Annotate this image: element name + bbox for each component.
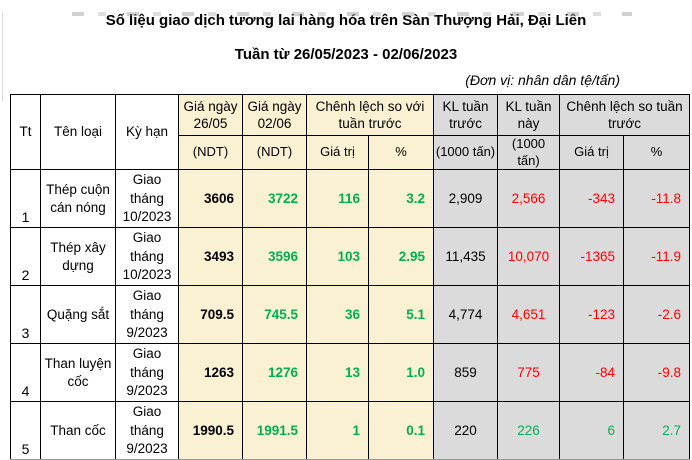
commodity-name: Thép xây dựng [41, 228, 116, 286]
col-subheader-price-prev-unit: (NDT) [179, 136, 243, 170]
contract-term: Giao tháng 9/2023 [116, 402, 179, 460]
report-week-range: Tuần từ 26/05/2023 - 02/06/2023 [234, 46, 458, 63]
col-header-volume-diff-group: Chênh lệch so tuần trước [560, 95, 690, 136]
volume-now: 10,070 [498, 228, 560, 286]
price-diff-pct: 3.2 [369, 170, 434, 228]
volume-prev: 11,435 [434, 228, 498, 286]
col-header-price-diff-group: Chênh lệch so với tuần trước [307, 95, 434, 136]
col-subheader-volume-prev-unit: (1000 tấn) [434, 136, 498, 170]
col-header-volume-now: KL tuần này [498, 95, 560, 136]
volume-diff-value: -343 [560, 170, 624, 228]
table-row [11, 286, 690, 344]
row-index: 3 [11, 286, 41, 344]
price-prev: 3493 [179, 228, 243, 286]
col-header-tt: Tt [11, 95, 41, 170]
header-row-1 [11, 95, 690, 136]
row-index: 5 [11, 402, 41, 460]
volume-diff-value: 6 [560, 402, 624, 460]
table-row [11, 402, 690, 460]
contract-term: Giao tháng 9/2023 [116, 344, 179, 402]
commodity-name: Than luyện cốc [41, 344, 116, 402]
col-subheader-volume-now-unit: (1000 tấn) [498, 136, 560, 170]
volume-diff-value: -84 [560, 344, 624, 402]
price-now: 3722 [243, 170, 307, 228]
volume-prev: 220 [434, 402, 498, 460]
contract-term: Giao tháng 10/2023 [116, 228, 179, 286]
price-diff-value: 103 [307, 228, 369, 286]
price-diff-value: 116 [307, 170, 369, 228]
table-row [11, 170, 690, 228]
price-now: 1276 [243, 344, 307, 402]
commodity-name: Thép cuộn cán nóng [41, 170, 116, 228]
row-index: 2 [11, 228, 41, 286]
unit-note: (Đơn vị: nhân dân tệ/tấn) [465, 72, 620, 88]
col-header-volume-prev: KL tuần trước [434, 95, 498, 136]
volume-diff-pct: -2.6 [624, 286, 690, 344]
volume-now: 226 [498, 402, 560, 460]
spreadsheet-gridline [2, 12, 3, 101]
volume-diff-pct: -11.8 [624, 170, 690, 228]
commodity-name: Quặng sắt [41, 286, 116, 344]
col-header-term: Kỳ hạn [116, 95, 179, 170]
price-now: 1991.5 [243, 402, 307, 460]
table-row [11, 344, 690, 402]
col-subheader-volume-diff-value: Giá trị [560, 136, 624, 170]
price-prev: 709.5 [179, 286, 243, 344]
row-index: 1 [11, 170, 41, 228]
col-header-commodity: Tên loại [41, 95, 116, 170]
price-prev: 1990.5 [179, 402, 243, 460]
price-diff-pct: 5.1 [369, 286, 434, 344]
volume-diff-value: -123 [560, 286, 624, 344]
col-subheader-price-diff-pct: % [369, 136, 434, 170]
commodity-name: Than cốc [41, 402, 116, 460]
volume-diff-value: -1365 [560, 228, 624, 286]
report-title: Số liệu giao dịch tương lai hàng hóa trên Sàn Thượng Hải, Đại Liên [105, 12, 587, 29]
volume-now: 775 [498, 344, 560, 402]
volume-prev: 2,909 [434, 170, 498, 228]
contract-term: Giao tháng 10/2023 [116, 170, 179, 228]
col-header-price-now: Giá ngày 02/06 [243, 95, 307, 136]
volume-diff-pct: -11.9 [624, 228, 690, 286]
col-subheader-price-now-unit: (NDT) [243, 136, 307, 170]
price-prev: 1263 [179, 344, 243, 402]
price-now: 745.5 [243, 286, 307, 344]
row-index: 4 [11, 344, 41, 402]
price-prev: 3606 [179, 170, 243, 228]
col-subheader-volume-diff-pct: % [624, 136, 690, 170]
cropped-text-remnant [72, 12, 632, 16]
volume-diff-pct: 2.7 [624, 402, 690, 460]
futures-data-table [10, 94, 690, 460]
price-diff-value: 1 [307, 402, 369, 460]
price-now: 3596 [243, 228, 307, 286]
volume-prev: 859 [434, 344, 498, 402]
price-diff-value: 36 [307, 286, 369, 344]
volume-diff-pct: -9.8 [624, 344, 690, 402]
price-diff-pct: 0.1 [369, 402, 434, 460]
volume-now: 4,651 [498, 286, 560, 344]
volume-now: 2,566 [498, 170, 560, 228]
price-diff-value: 13 [307, 344, 369, 402]
col-subheader-price-diff-value: Giá trị [307, 136, 369, 170]
price-diff-pct: 2.95 [369, 228, 434, 286]
col-header-price-prev: Giá ngày 26/05 [179, 95, 243, 136]
contract-term: Giao tháng 9/2023 [116, 286, 179, 344]
table-row [11, 228, 690, 286]
price-diff-pct: 1.0 [369, 344, 434, 402]
volume-prev: 4,774 [434, 286, 498, 344]
